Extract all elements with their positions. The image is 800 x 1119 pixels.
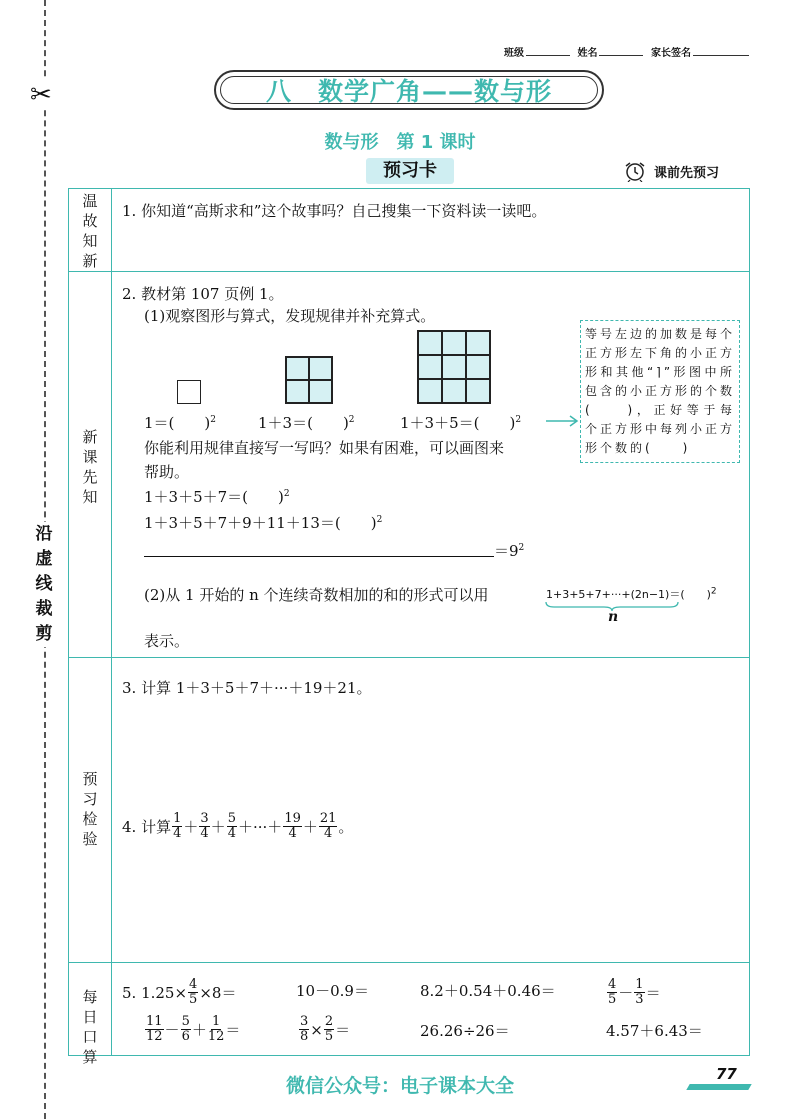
- footer-watermark: 微信公众号：电子课本大全: [285, 1075, 514, 1097]
- mental-math-4: $\frac{4}{5}$ － $\frac{1}{3}$ ＝: [608, 977, 661, 1007]
- class-field[interactable]: [526, 45, 570, 56]
- answer-blank-line[interactable]: [144, 556, 494, 557]
- question-1: 1. 你知道“高斯求和”这个故事吗？自己搜集一下资料读一读吧。: [122, 202, 547, 220]
- arrow-icon: [544, 414, 580, 428]
- mental-math-1: 5. 1.25× $\frac{4}{5}$ ×8＝: [122, 977, 237, 1007]
- parent-field[interactable]: [693, 45, 749, 56]
- preview-tag: [622, 160, 719, 182]
- cut-char: 沿: [35, 524, 53, 544]
- scissors-icon: ✂: [30, 80, 52, 110]
- mental-math-3: 8.2＋0.54＋0.46＝: [420, 982, 556, 1000]
- cut-char: 虚: [35, 549, 53, 569]
- fraction: $\frac{19}{4}$: [284, 811, 301, 841]
- equation-2: 1＋3＝( )$^2$: [258, 414, 355, 432]
- fraction: $\frac{1}{4}$: [173, 811, 182, 841]
- question-2-2: (2)从 1 开始的 n 个连续奇数相加的和的形式可以用: [144, 586, 489, 604]
- section-label-check: 预 习 检 验: [82, 770, 98, 848]
- parent-label: 家长签名: [650, 48, 691, 59]
- sign-row: [504, 44, 753, 59]
- class-label: 班级: [504, 48, 524, 59]
- brace-label: n: [608, 609, 619, 625]
- row-divider: [69, 962, 749, 963]
- mental-math-8: 4.57＋6.43＝: [606, 1022, 703, 1040]
- mental-math-2: 10－0.9＝: [296, 982, 369, 1000]
- name-label: 姓名: [577, 48, 598, 59]
- question-2: 2. 教材第 107 页例 1。: [122, 285, 284, 303]
- mental-math-5: $\frac{11}{12}$ － $\frac{5}{6}$ ＋ $\frac{1}{12}$ ＝: [146, 1014, 241, 1044]
- preview-label: 课前先预习: [654, 165, 720, 181]
- equation-1: 1＝( )$^2$: [144, 414, 216, 432]
- card-title: 预习卡: [366, 158, 454, 184]
- section-label-review: 温 故 知 新: [82, 192, 98, 270]
- square-1x1: [177, 380, 201, 404]
- prompt-line-1: 你能利用规律直接写一写吗？如果有困难，可以画图来: [144, 439, 505, 457]
- alarm-clock-icon: [622, 160, 648, 182]
- cut-char: 裁: [35, 599, 53, 619]
- page-title: 八 数学广角——数与形: [265, 77, 552, 106]
- title-box: [214, 70, 604, 110]
- section-label-daily: 每 日 口 算: [82, 988, 98, 1066]
- fraction: $\frac{21}{4}$: [319, 811, 337, 841]
- row-divider: [69, 657, 749, 658]
- square-2x2: [285, 356, 333, 404]
- name-field[interactable]: [599, 45, 643, 56]
- equation-4: 1＋3＋5＋7＝( )$^2$: [144, 488, 290, 506]
- question-4: 4. 计算 $\frac{1}{4}$ ＋ $\frac{3}{4}$ ＋ $\frac{5}{4}$ ＋ ··· ＋ $\frac{19}{4}$ ＋ $\frac{21}{4}$ 。: [122, 811, 354, 841]
- sum-formula: 1+3+5+7+···+(2n−1)＝( )$^2$: [546, 586, 717, 601]
- lesson-subtitle: 数与形 第 1 课时: [324, 132, 476, 153]
- page-number: 77: [716, 1065, 737, 1083]
- cut-caption: [31, 522, 57, 647]
- equation-5: 1＋3＋5＋7＋9＋11＋13＝( )$^2$: [144, 514, 383, 532]
- row-divider: [69, 271, 749, 272]
- equation-3: 1＋3＋5＝( )$^2$: [400, 414, 522, 432]
- question-2-2-end: 表示。: [144, 632, 190, 650]
- prompt-line-2: 帮助。: [144, 463, 190, 481]
- label-divider: [111, 189, 112, 1055]
- mental-math-6: $\frac{3}{8}$ × $\frac{2}{5}$ ＝: [300, 1014, 351, 1044]
- hint-callout: 等号左边的加数是每个正方形左下角的小正方形和其他“⌉”形图中所包含的小正方形的个数( )，正好等于每个正方形中每列小正方形个数的( ): [580, 320, 740, 463]
- equation-6: $=9^2$: [494, 542, 525, 560]
- section-label-new: 新 课 先 知: [82, 428, 98, 506]
- cut-char: 剪: [35, 624, 53, 644]
- question-2-1: (1)观察图形与算式，发现规律并补充算式。: [144, 307, 436, 325]
- fraction: $\frac{3}{4}$: [200, 811, 209, 841]
- fraction: $\frac{5}{4}$: [227, 811, 236, 841]
- question-3: 3. 计算 1＋3＋5＋7＋···＋19＋21。: [122, 679, 372, 697]
- cut-char: 线: [35, 574, 53, 594]
- square-3x3: [417, 330, 491, 404]
- mental-math-7: 26.26÷26＝: [420, 1022, 510, 1040]
